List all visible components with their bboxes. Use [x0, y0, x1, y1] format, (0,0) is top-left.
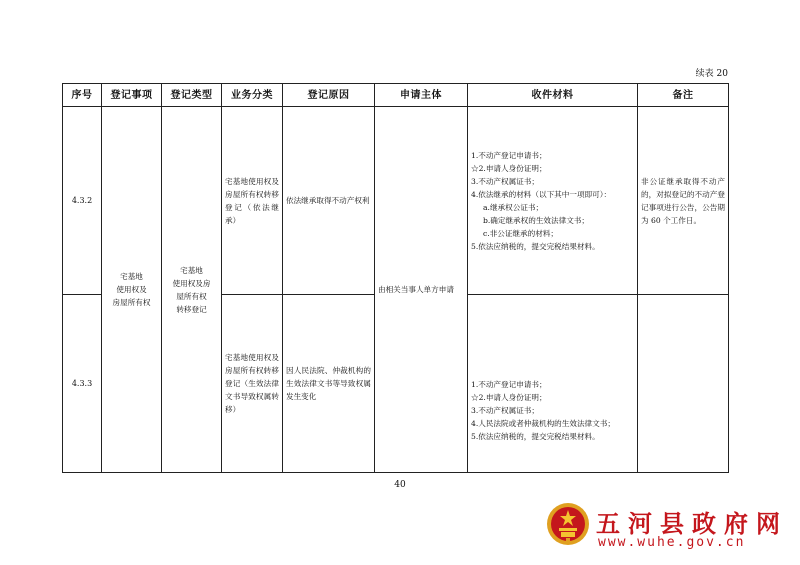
registration-type-line: 屋所有权	[176, 291, 207, 301]
registration-table	[62, 83, 729, 473]
continuation-label: 续表 20	[695, 69, 728, 79]
header-registration-reason: 登记原因	[283, 84, 375, 107]
registration-type-line: 转移登记	[176, 304, 207, 314]
table-row	[63, 107, 729, 295]
header-remark: 备注	[638, 84, 729, 107]
business-category-cell: 宅基地使用权及房屋所有权转移登记（生效法律文书导致权属转移）	[222, 295, 283, 473]
table-header-row	[63, 84, 729, 107]
header-registration-type: 登记类型	[162, 84, 222, 107]
applicant-cell: 由相关当事人单方申请	[375, 107, 468, 473]
header-registration-item: 登记事项	[102, 84, 162, 107]
material-subitem: a.继承权公证书；	[483, 202, 544, 212]
remark-cell	[638, 295, 729, 473]
header-applicant: 申请主体	[375, 84, 468, 107]
material-subitem: c.非公证继承的材料；	[483, 228, 559, 238]
registration-type-line: 使用权及房	[172, 278, 211, 288]
registration-reason-cell: 因人民法院、仲裁机构的生效法律文书等导致权属发生变化	[283, 295, 375, 473]
material-item: 5.依法应纳税的，提交完税结果材料。	[471, 431, 600, 441]
materials-cell	[468, 295, 638, 473]
header-materials: 收件材料	[468, 84, 638, 107]
site-name: 五河县政府网	[596, 510, 788, 538]
material-item: 1.不动产登记申请书；	[471, 150, 547, 160]
material-item: ☆2.申请人身份证明；	[471, 163, 547, 173]
page-number: 40	[394, 480, 406, 490]
material-item: 1.不动产登记申请书；	[471, 379, 547, 389]
registration-type-line: 宅基地	[180, 265, 203, 275]
material-item: 4.依法继承的材料（以下其中一项即可）：	[471, 189, 612, 199]
materials-cell	[468, 107, 638, 295]
remark-cell: 非公证继承取得不动产的，对拟登记的不动产登记事项进行公告，公告期为 60 个工作日。	[638, 107, 729, 295]
material-item: ☆2.申请人身份证明；	[471, 392, 547, 402]
material-item: 4.人民法院或者仲裁机构的生效法律文书；	[471, 418, 615, 428]
material-item: 3.不动产权属证书；	[471, 176, 539, 186]
row-seq: 4.3.3	[63, 295, 102, 473]
site-watermark	[546, 500, 786, 560]
material-subitem: b.确定继承权的生效法律文书；	[483, 215, 589, 225]
header-business-category: 业务分类	[222, 84, 283, 107]
registration-item-line: 房屋所有权	[112, 298, 151, 307]
registration-item-cell	[102, 107, 162, 473]
row-seq: 4.3.2	[63, 107, 102, 295]
national-emblem-icon	[546, 502, 590, 546]
registration-item-line: 使用权及	[116, 285, 147, 294]
registration-item-line: 宅基地	[120, 272, 143, 281]
registration-reason-cell: 依法继承取得不动产权利	[283, 107, 375, 295]
header-seq: 序号	[63, 84, 102, 107]
material-item: 3.不动产权属证书；	[471, 405, 539, 415]
material-item: 5.依法应纳税的，提交完税结果材料。	[471, 241, 600, 251]
registration-type-cell	[162, 107, 222, 473]
site-url: www.wuhe.gov.cn	[598, 535, 746, 550]
business-category-cell: 宅基地使用权及房屋所有权转移登记（依法继承）	[222, 107, 283, 295]
